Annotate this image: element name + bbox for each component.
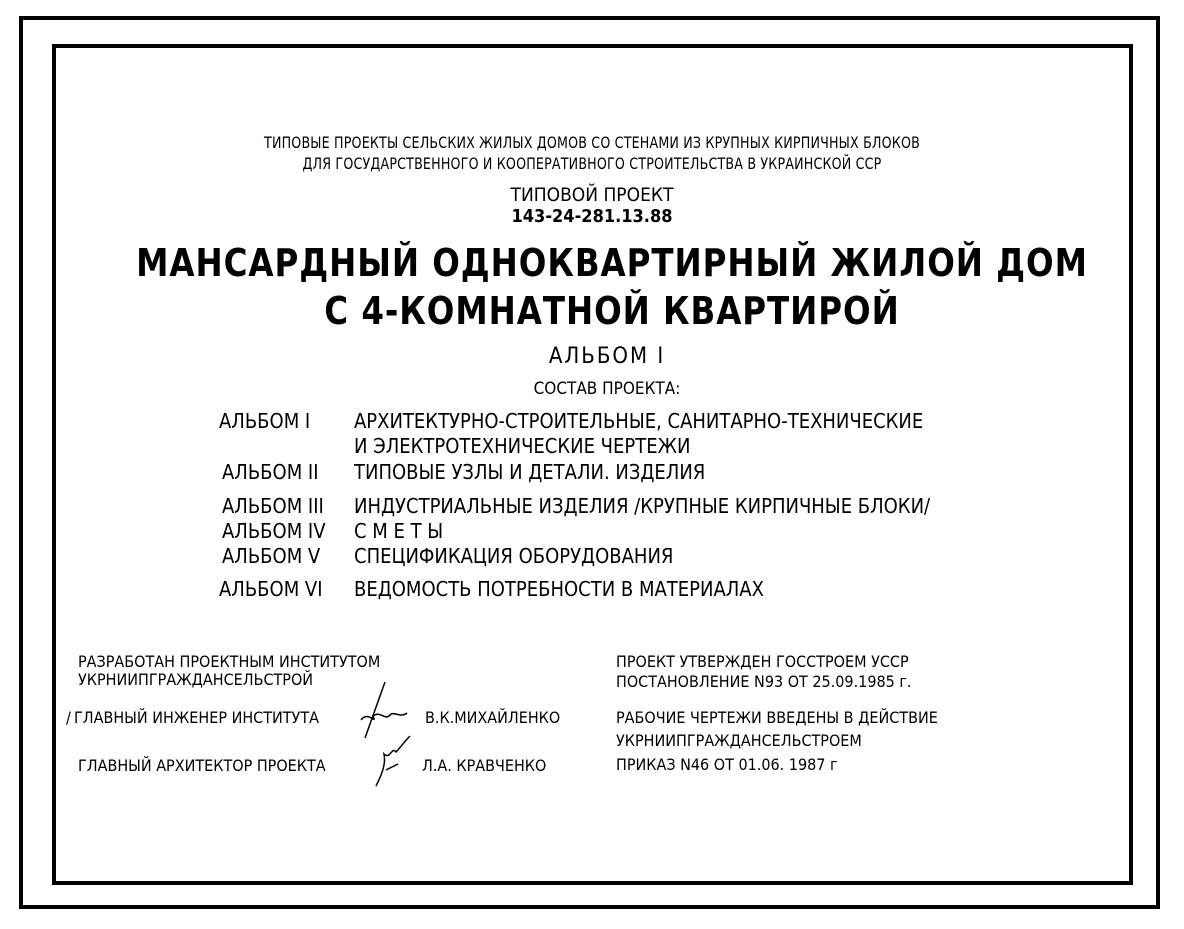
project-number: 143-24-281.13.88 [511, 206, 673, 227]
project-label: ТИПОВОЙ ПРОЕКТ [510, 184, 674, 206]
album-number: АЛЬБОМ III [222, 494, 324, 518]
album-description: СПЕЦИФИКАЦИЯ ОБОРУДОВАНИЯ [354, 544, 674, 568]
series-line-2: ДЛЯ ГОСУДАРСТВЕННОГО И КООПЕРАТИВНОГО СТРОИТЕЛЬСТВА В УКРАИНСКОЙ ССР [302, 154, 882, 173]
album-number: АЛЬБОМ IV [222, 519, 326, 543]
title-line-1: МАНСАРДНЫЙ ОДНОКВАРТИРНЫЙ ЖИЛОЙ ДОМ [136, 241, 1088, 285]
album-description: АРХИТЕКТУРНО-СТРОИТЕЛЬНЫЕ, САНИТАРНО-ТЕХНИЧЕСКИЕ [354, 409, 924, 433]
album-description: ВЕДОМОСТЬ ПОТРЕБНОСТИ В МАТЕРИАЛАХ [354, 577, 764, 601]
album-number: АЛЬБОМ V [222, 544, 321, 568]
chief-engineer-title: ГЛАВНЫЙ ИНЖЕНЕР ИНСТИТУТА [74, 708, 319, 727]
album-description: ТИПОВЫЕ УЗЛЫ И ДЕТАЛИ. ИЗДЕЛИЯ [354, 460, 706, 484]
current-album: АЛЬБОМ I [548, 344, 666, 369]
chief-architect-signature [372, 734, 412, 790]
title-line-2: С 4-КОМНАТНОЙ КВАРТИРОЙ [324, 289, 900, 333]
institute-name: УКРНИИПГРАЖДАНСЕЛЬСТРОЙ [78, 670, 314, 689]
approval-line: ПРОЕКТ УТВЕРЖДЕН ГОССТРОЕМ УССР [616, 652, 909, 671]
composition-label: СОСТАВ ПРОЕКТА: [533, 379, 681, 399]
chief-engineer-name: В.К.МИХАЙЛЕНКО [425, 708, 561, 727]
album-description: С М Е Т Ы [354, 519, 444, 543]
album-number: АЛЬБОМ II [222, 460, 319, 484]
chief-architect-title: ГЛАВНЫЙ АРХИТЕКТОР ПРОЕКТА [78, 756, 326, 775]
order-line: ПРИКАЗ N46 ОТ 01.06. 1987 г [616, 755, 838, 774]
album-number: АЛЬБОМ VI [219, 577, 323, 601]
series-line-1: ТИПОВЫЕ ПРОЕКТЫ СЕЛЬСКИХ ЖИЛЫХ ДОМОВ СО СТЕНАМИ ИЗ КРУПНЫХ КИРПИЧНЫХ БЛОКОВ [264, 133, 920, 152]
album-number: АЛЬБОМ I [219, 409, 311, 433]
chief-engineer-signature [355, 680, 425, 740]
slash-mark: / [66, 708, 71, 727]
resolution-line: ПОСТАНОВЛЕНИЕ N93 ОТ 25.09.1985 г. [616, 672, 912, 691]
enactment-line: РАБОЧИЕ ЧЕРТЕЖИ ВВЕДЕНЫ В ДЕЙСТВИЕ [616, 708, 938, 727]
chief-architect-name: Л.А. КРАВЧЕНКО [422, 756, 547, 775]
developed-by-line: РАЗРАБОТАН ПРОЕКТНЫМ ИНСТИТУТОМ [78, 652, 381, 671]
enacted-by-line: УКРНИИПГРАЖДАНСЕЛЬСТРОЕМ [616, 731, 862, 750]
album-description: ИНДУСТРИАЛЬНЫЕ ИЗДЕЛИЯ /КРУПНЫЕ КИРПИЧНЫЕ БЛОКИ/ [354, 494, 931, 518]
album-description-continued: И ЭЛЕКТРОТЕХНИЧЕСКИЕ ЧЕРТЕЖИ [354, 434, 691, 458]
